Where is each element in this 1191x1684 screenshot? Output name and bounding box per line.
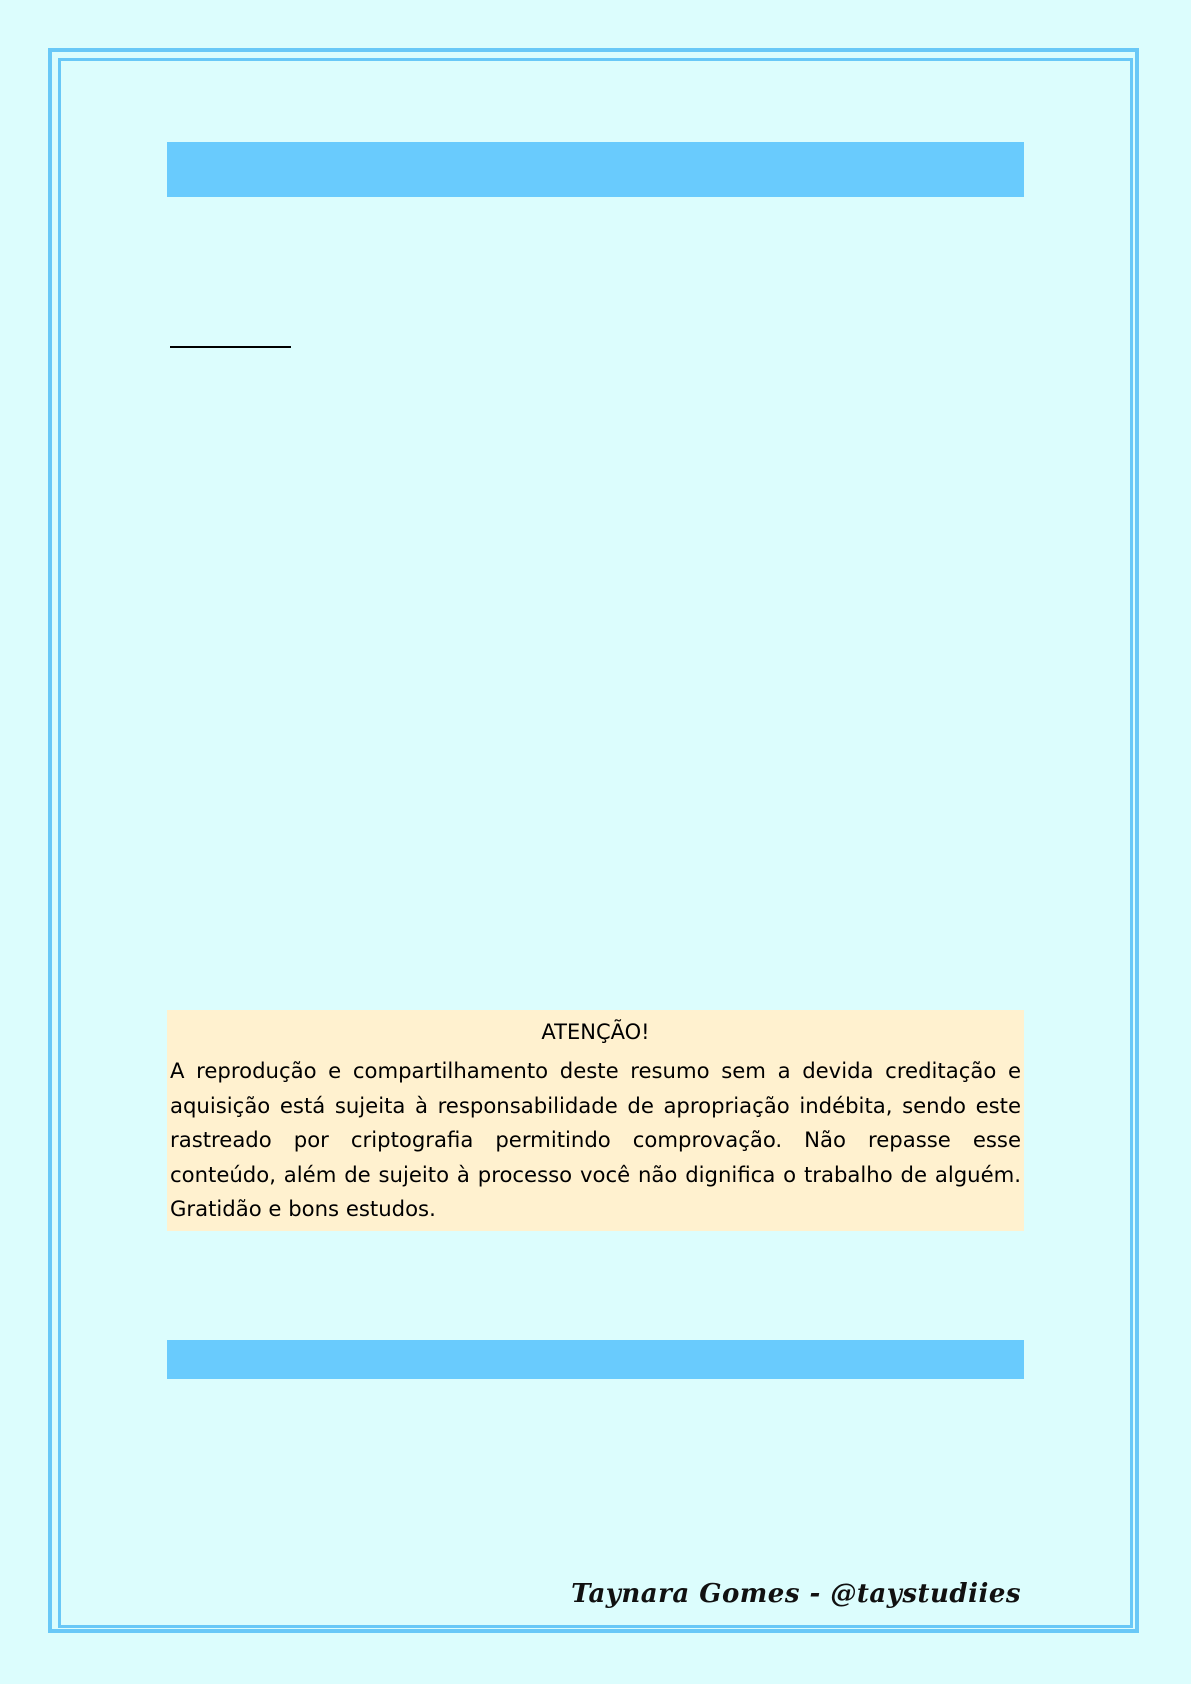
section-underline (170, 346, 291, 348)
page-frame-inner (58, 58, 1133, 1628)
attention-notice (167, 1010, 1024, 1231)
notice-title: ATENÇÃO! (541, 1020, 650, 1044)
author-signature: Taynara Gomes - @taystudiies (571, 1579, 1021, 1609)
title-banner (167, 142, 1024, 197)
notice-body: A reprodução e compartilhamento deste resumo sem a devida creditação e aquisição está sujeita à responsabilidade de apropriação indébita, sendo este rastreado por criptografia permitindo comprovação. Não repasse esse conteúdo, além de sujeito à processo você não dignifica o trabalho de alguém. Gratidão e bons estudos. (170, 1058, 1021, 1221)
section-banner (167, 1340, 1024, 1379)
